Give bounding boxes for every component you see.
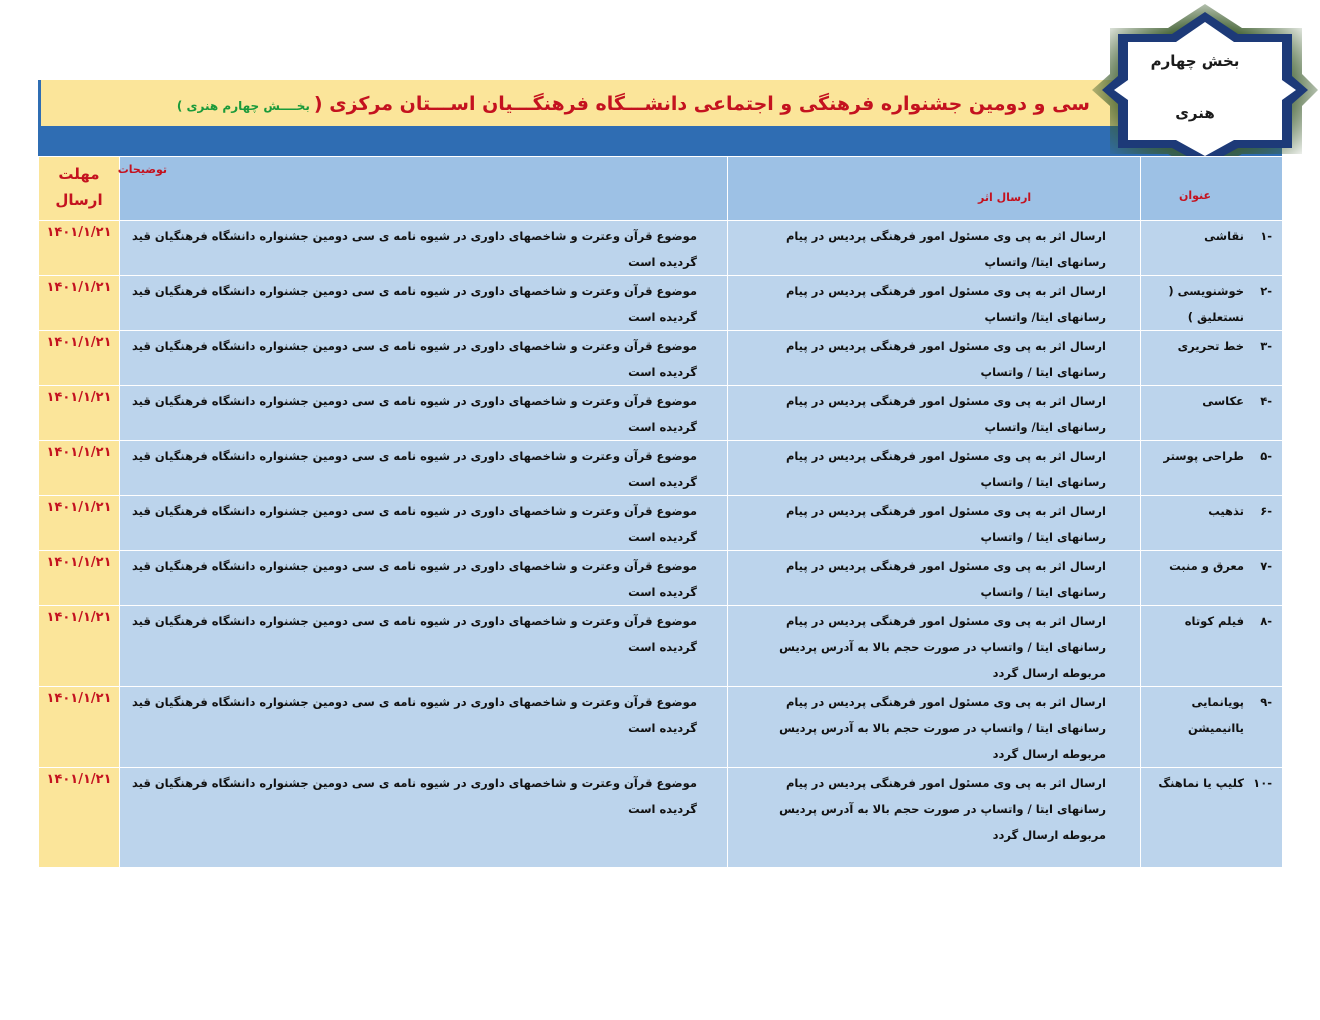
send-text: ارسال اثر به پی وی مسئول امور فرهنگی پردیس در پیام رسانهای ایتا / واتساپ	[785, 504, 1106, 544]
row-number: -۲	[1260, 284, 1272, 298]
notes-cell	[120, 276, 728, 331]
send-cell	[728, 276, 1141, 331]
notes-cell	[120, 441, 728, 496]
row-title: فیلم کوتاه	[1184, 614, 1244, 628]
row-title: عکاسی	[1202, 394, 1244, 408]
title-cell	[1141, 441, 1283, 496]
send-cell	[728, 386, 1141, 441]
row-title: خوشنویسی ( نستعلیق )	[1168, 284, 1244, 324]
notes-text: موضوع قرآن وعترت و شاخصهای داوری در شیوه نامه ی سی دومین جشنواره دانشگاه فرهنگیان قید گردیده است	[132, 695, 697, 735]
send-text: ارسال اثر به پی وی مسئول امور فرهنگی پردیس در پیام رسانهای ایتا/ واتساپ	[785, 229, 1106, 269]
deadline-value: ۱۴۰۱/۱/۲۱	[46, 225, 112, 240]
page-title-main: سی و دومین جشنواره فرهنگی و اجتماعی دانشـــگاه فرهنگـــیان اســـتان مرکزی (	[313, 93, 1090, 115]
send-cell	[728, 551, 1141, 606]
table-row	[39, 276, 1283, 331]
table-row	[39, 606, 1283, 687]
send-cell	[728, 221, 1141, 276]
header-deadline	[39, 157, 120, 221]
deadline-cell	[39, 496, 120, 551]
deadline-cell	[39, 606, 120, 687]
table-row	[39, 441, 1283, 496]
deadline-cell	[39, 276, 120, 331]
title-cell	[1141, 606, 1283, 687]
deadline-value: ۱۴۰۱/۱/۲۱	[46, 390, 112, 405]
notes-cell	[120, 496, 728, 551]
table-row	[39, 768, 1283, 868]
notes-text: موضوع قرآن وعترت و شاخصهای داوری در شیوه نامه ی سی دومین جشنواره دانشگاه فرهنگیان قید گردیده است	[132, 339, 697, 379]
row-number: -۱۰	[1253, 776, 1272, 790]
notes-cell	[120, 606, 728, 687]
row-title: کلیپ یا نماهنگ	[1158, 776, 1244, 790]
table-row	[39, 687, 1283, 768]
header-notes-label: توضیحات	[117, 163, 167, 176]
notes-cell	[120, 386, 728, 441]
deadline-cell	[39, 331, 120, 386]
header-send	[728, 157, 1141, 221]
row-number: -۸	[1260, 614, 1272, 628]
row-title: پویانمایی یاانیمیشن	[1187, 695, 1244, 735]
send-text: ارسال اثر به پی وی مسئول امور فرهنگی پردیس در پیام رسانهای ایتا / واتساپ	[785, 449, 1106, 489]
row-number: -۵	[1260, 449, 1272, 463]
deadline-cell	[39, 768, 120, 868]
row-title: طراحی پوستر	[1163, 449, 1244, 463]
deadline-value: ۱۴۰۱/۱/۲۱	[46, 280, 112, 295]
deadline-value: ۱۴۰۱/۱/۲۱	[46, 691, 112, 706]
row-number: -۷	[1260, 559, 1272, 573]
festival-table	[38, 156, 1283, 868]
table-row	[39, 496, 1283, 551]
notes-text: موضوع قرآن وعترت و شاخصهای داوری در شیوه نامه ی سی دومین جشنواره دانشگاه فرهنگیان قید گردیده است	[132, 284, 697, 324]
send-text: ارسال اثر به پی وی مسئول امور فرهنگی پردیس در پیام رسانهای ایتا / واتساپ	[785, 339, 1106, 379]
table-row	[39, 551, 1283, 606]
badge-line-2: هنری	[1175, 104, 1215, 122]
deadline-cell	[39, 221, 120, 276]
title-cell	[1141, 276, 1283, 331]
badge-line-1: بخش چهارم	[1150, 52, 1240, 70]
row-title: خط تحریری	[1177, 339, 1244, 353]
row-title: نقاشی	[1204, 229, 1244, 243]
notes-cell	[120, 687, 728, 768]
title-cell	[1141, 221, 1283, 276]
header-send-label: ارسال اثر	[978, 191, 1032, 204]
header-title	[1141, 157, 1283, 221]
title-cell	[1141, 331, 1283, 386]
notes-text: موضوع قرآن وعترت و شاخصهای داوری در شیوه نامه ی سی دومین جشنواره دانشگاه فرهنگیان قید گردیده است	[132, 449, 697, 489]
title-cell	[1141, 386, 1283, 441]
send-text: ارسال اثر به پی وی مسئول امور فرهنگی پردیس در پیام رسانهای ایتا/ واتساپ	[785, 284, 1106, 324]
deadline-cell	[39, 386, 120, 441]
notes-text: موضوع قرآن وعترت و شاخصهای داوری در شیوه نامه ی سی دومین جشنواره دانشگاه فرهنگیان قید گردیده است	[132, 559, 697, 599]
row-number: -۹	[1260, 695, 1272, 709]
deadline-value: ۱۴۰۱/۱/۲۱	[46, 335, 112, 350]
notes-text: موضوع قرآن وعترت و شاخصهای داوری در شیوه نامه ی سی دومین جشنواره دانشگاه فرهنگیان قید گردیده است	[132, 614, 697, 654]
send-cell	[728, 331, 1141, 386]
title-cell	[1141, 496, 1283, 551]
send-cell	[728, 606, 1141, 687]
table-row	[39, 386, 1283, 441]
deadline-value: ۱۴۰۱/۱/۲۱	[46, 445, 112, 460]
row-number: -۴	[1260, 394, 1272, 408]
title-cell	[1141, 687, 1283, 768]
table-header-row	[39, 157, 1283, 221]
send-text: ارسال اثر به پی وی مسئول امور فرهنگی پردیس در پیام رسانهای ایتا / واتساپ در صورت حجم بالا به آدرس پردیس مربوطه ارسال گردد	[779, 614, 1106, 680]
notes-cell	[120, 551, 728, 606]
deadline-value: ۱۴۰۱/۱/۲۱	[46, 610, 112, 625]
notes-cell	[120, 768, 728, 868]
title-cell	[1141, 768, 1283, 868]
page-title	[177, 93, 1090, 115]
table-row	[39, 221, 1283, 276]
send-cell	[728, 441, 1141, 496]
row-number: -۱	[1260, 229, 1272, 243]
send-cell	[728, 496, 1141, 551]
row-number: -۶	[1260, 504, 1272, 518]
header-title-label: عنوان	[1179, 189, 1212, 202]
star-badge	[1092, 4, 1318, 174]
notes-text: موضوع قرآن وعترت و شاخصهای داوری در شیوه نامه ی سی دومین جشنواره دانشگاه فرهنگیان قید گردیده است	[132, 504, 697, 544]
header-deadline-label: مهلت ارسال	[55, 165, 103, 209]
send-text: ارسال اثر به پی وی مسئول امور فرهنگی پردیس در پیام رسانهای ایتا / واتساپ در صورت حجم بالا به آدرس پردیس مربوطه ارسال گردد	[779, 695, 1106, 761]
send-text: ارسال اثر به پی وی مسئول امور فرهنگی پردیس در پیام رسانهای ایتا/ واتساپ	[785, 394, 1106, 434]
page-subtitle: بخــــش چهارم هنری )	[176, 99, 310, 113]
notes-cell	[120, 331, 728, 386]
title-cell	[1141, 551, 1283, 606]
row-title: تذهیب	[1208, 504, 1244, 518]
notes-cell	[120, 221, 728, 276]
table-row	[39, 331, 1283, 386]
row-number: -۳	[1260, 339, 1272, 353]
notes-text: موضوع قرآن وعترت و شاخصهای داوری در شیوه نامه ی سی دومین جشنواره دانشگاه فرهنگیان قید گردیده است	[132, 394, 697, 434]
deadline-value: ۱۴۰۱/۱/۲۱	[46, 500, 112, 515]
deadline-value: ۱۴۰۱/۱/۲۱	[46, 555, 112, 570]
deadline-cell	[39, 551, 120, 606]
deadline-value: ۱۴۰۱/۱/۲۱	[46, 772, 112, 787]
send-cell	[728, 687, 1141, 768]
notes-text: موضوع قرآن وعترت و شاخصهای داوری در شیوه نامه ی سی دومین جشنواره دانشگاه فرهنگیان قید گردیده است	[132, 229, 697, 269]
row-title: معرق و منبت	[1169, 559, 1244, 573]
send-cell	[728, 768, 1141, 868]
notes-text: موضوع قرآن وعترت و شاخصهای داوری در شیوه نامه ی سی دومین جشنواره دانشگاه فرهنگیان قید گردیده است	[132, 776, 697, 816]
send-text: ارسال اثر به پی وی مسئول امور فرهنگی پردیس در پیام رسانهای ایتا / واتساپ در صورت حجم بالا به آدرس پردیس مربوطه ارسال گردد	[779, 776, 1106, 842]
header-notes	[117, 157, 728, 221]
send-text: ارسال اثر به پی وی مسئول امور فرهنگی پردیس در پیام رسانهای ایتا / واتساپ	[785, 559, 1106, 599]
deadline-cell	[39, 687, 120, 768]
deadline-cell	[39, 441, 120, 496]
